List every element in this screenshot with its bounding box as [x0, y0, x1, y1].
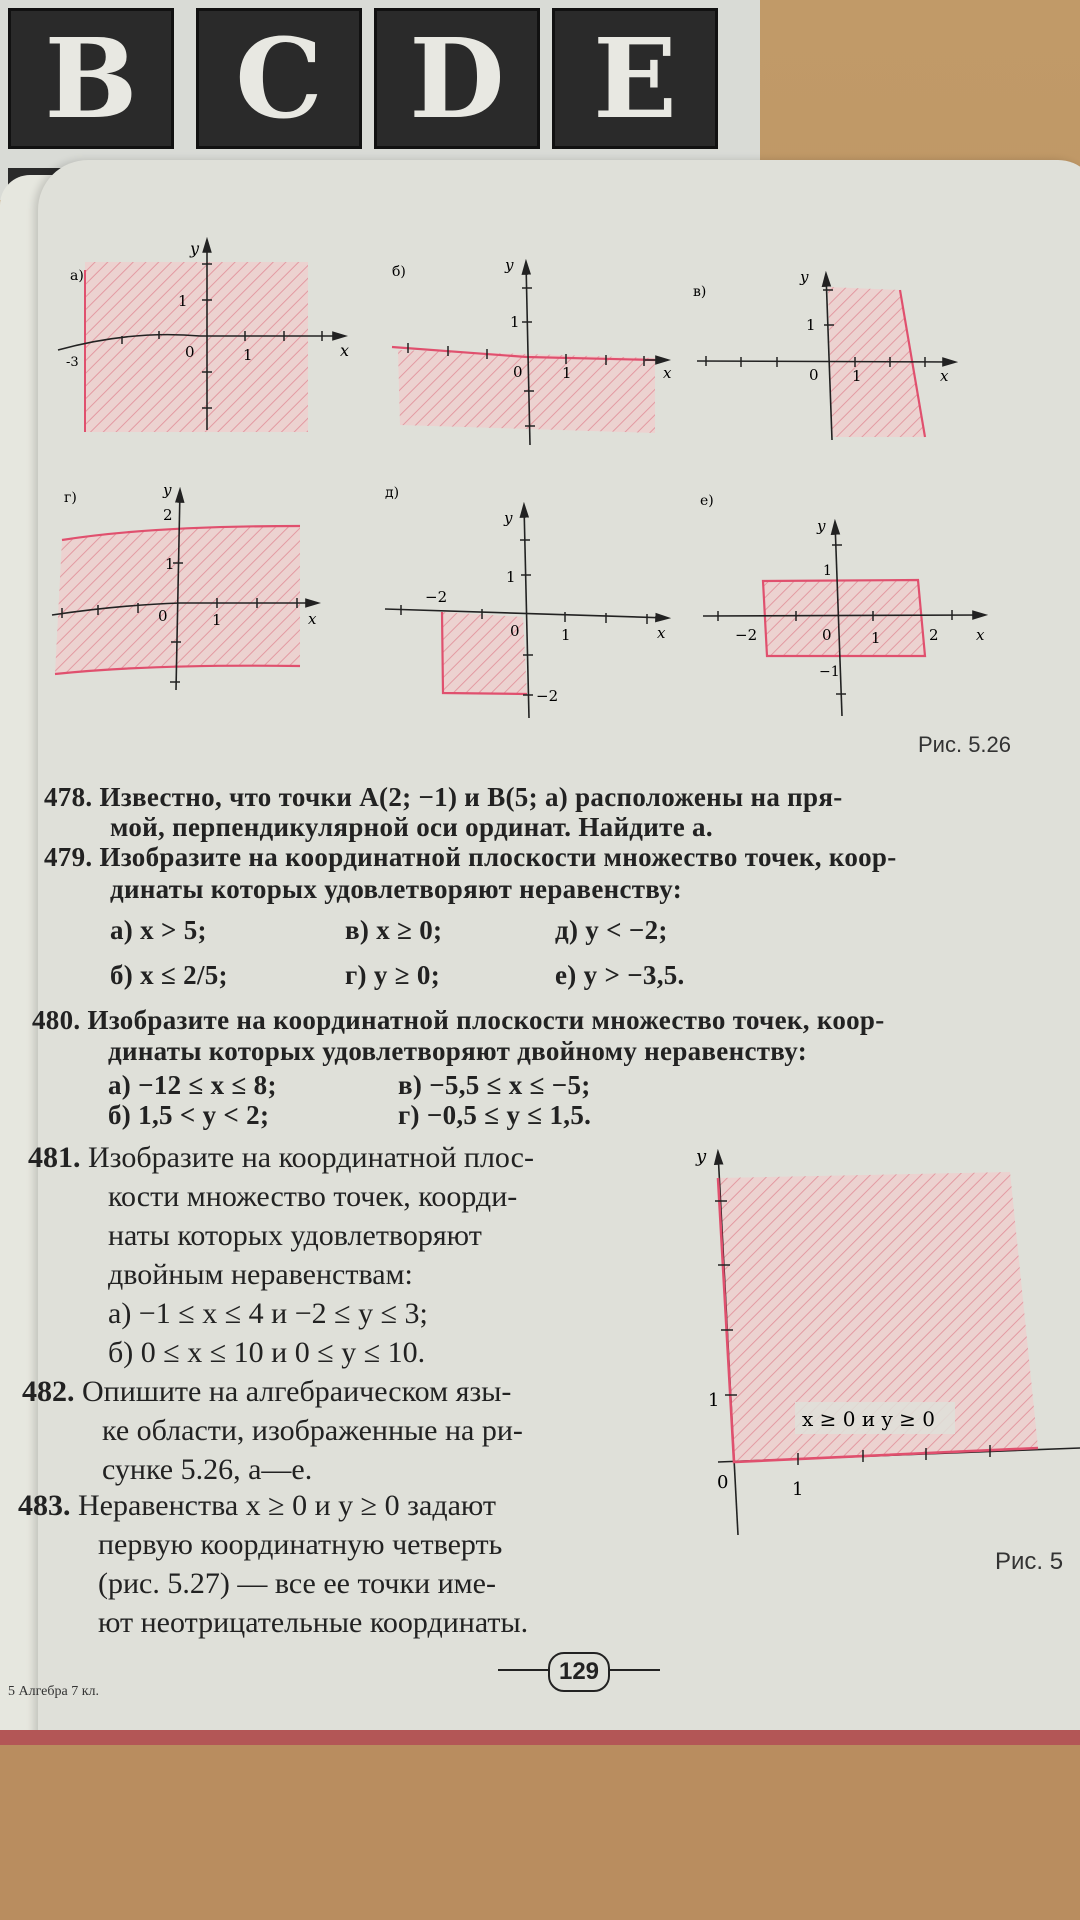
problem-480-line2: динаты которых удовлетворяют двойному неравенству: [108, 1036, 807, 1066]
svg-text:-3: -3 [66, 355, 79, 370]
svg-text:y: y [505, 256, 514, 274]
panel-a [58, 239, 349, 432]
problem-482: 482. Опишите на алгебраическом язы- ке области, изображенные на ри- сунке 5.26, а—е. [22, 1375, 523, 1486]
problem-480: 480. Изобразите на координатной плоскости множество точек, коор- [32, 1005, 885, 1035]
divider [498, 1669, 548, 1671]
region-label: x ≥ 0 и y ≥ 0 [802, 1407, 936, 1431]
svg-text:y: y [817, 517, 826, 535]
svg-text:1: 1 [506, 568, 516, 586]
svg-text:x: x [976, 626, 985, 644]
panel-e [700, 493, 985, 716]
svg-text:−2: −2 [536, 687, 559, 705]
svg-text:−2: −2 [735, 626, 758, 644]
problem-479: 479. Изобразите на координатной плоскости множество точек, коор- [44, 842, 897, 872]
svg-text:x: x [663, 364, 672, 382]
panel-v [693, 268, 955, 440]
svg-text:г): г) [64, 490, 77, 506]
svg-text:1: 1 [823, 563, 832, 579]
svg-text:−1: −1 [819, 664, 840, 680]
figure-caption: Рис. 5.26 [918, 732, 1012, 757]
problem-item: г) y ≥ 0; [345, 960, 441, 990]
panel-label: а) [70, 268, 84, 284]
problem-number: 478. [44, 782, 93, 812]
svg-text:1: 1 [510, 313, 520, 331]
svg-text:1: 1 [243, 346, 253, 364]
svg-text:y: y [696, 1146, 707, 1167]
problem-item: б) x ≤ 2/5; [110, 960, 228, 990]
problem-478: 478. Известно, что точки A(2; −1) и B(5; a) расположены на пря- [44, 782, 843, 812]
problem-item: а) x > 5; [110, 915, 207, 945]
svg-text:2: 2 [929, 626, 939, 644]
problem-item: а) −12 ≤ x ≤ 8; [108, 1070, 277, 1100]
svg-text:в): в) [693, 284, 707, 300]
svg-text:x: x [340, 341, 350, 360]
svg-text:y: y [800, 268, 809, 286]
svg-text:x: x [308, 610, 317, 628]
svg-text:x: x [657, 624, 666, 642]
poster-tile: C [196, 8, 362, 149]
svg-text:0: 0 [822, 626, 832, 644]
problem-item: в) −5,5 ≤ x ≤ −5; [398, 1070, 591, 1100]
svg-text:−2: −2 [425, 588, 448, 606]
table-surface [0, 1745, 1080, 1920]
problem-478-line2: мой, перпендикулярной оси ординат. Найдите a. [110, 812, 713, 842]
svg-text:1: 1 [708, 1390, 720, 1411]
problem-item: е) y > −3,5. [555, 960, 685, 990]
svg-text:x: x [940, 367, 949, 385]
svg-text:0: 0 [510, 622, 520, 640]
svg-text:2: 2 [163, 506, 173, 524]
figure-5-26 [0, 0, 1080, 780]
svg-text:y: y [504, 509, 513, 527]
problem-item: в) x ≥ 0; [345, 915, 443, 945]
poster-tile: D [374, 8, 540, 149]
problem-item: д) y < −2; [555, 915, 668, 945]
figure-5-27 [660, 1130, 1080, 1560]
svg-text:д): д) [385, 485, 400, 501]
page-number: 129 [548, 1652, 610, 1692]
problem-item: б) 1,5 < y < 2; [108, 1100, 270, 1130]
svg-text:0: 0 [185, 343, 195, 361]
problem-479-line2: динаты которых удовлетворяют неравенству: [110, 874, 682, 904]
svg-text:1: 1 [806, 316, 816, 334]
svg-text:е): е) [700, 493, 714, 509]
svg-text:б): б) [392, 264, 406, 280]
svg-text:1: 1 [561, 626, 571, 644]
svg-text:0: 0 [717, 1472, 729, 1493]
svg-text:0: 0 [158, 607, 168, 625]
svg-text:1: 1 [165, 555, 175, 573]
poster-tile: E [552, 8, 718, 149]
svg-text:0: 0 [809, 366, 819, 384]
svg-text:1: 1 [852, 367, 862, 385]
divider [610, 1669, 660, 1671]
svg-text:y: y [163, 481, 172, 499]
problem-481: 481. Изобразите на координатной плос- кости множество точек, коорди- наты которых удовлетворяют двойным неравенствам: а) −1 ≤ x ≤ 4 и −2 ≤ y ≤ 3; б) 0 ≤ x ≤ 10 и 0 ≤ y ≤ 10. [28, 1141, 534, 1369]
svg-text:1: 1 [212, 611, 222, 629]
panel-b [392, 256, 672, 445]
svg-text:1: 1 [178, 292, 188, 310]
panel-d [385, 485, 668, 718]
footer-signature: 5 Алгебра 7 кл. [8, 1684, 99, 1699]
svg-text:y: y [190, 239, 200, 258]
svg-text:0: 0 [513, 363, 523, 381]
poster-tile: B [8, 8, 174, 149]
problem-item: г) −0,5 ≤ y ≤ 1,5. [398, 1100, 592, 1130]
svg-text:1: 1 [871, 629, 881, 647]
problem-483: 483. Неравенства x ≥ 0 и y ≥ 0 задают первую координатную четверть (рис. 5.27) — все ее точки име- ют неотрицательные координаты. [18, 1489, 529, 1639]
panel-g [52, 481, 318, 690]
svg-text:1: 1 [562, 364, 572, 382]
svg-text:1: 1 [792, 1479, 804, 1500]
figure-caption: Рис. 5 [995, 1548, 1064, 1575]
